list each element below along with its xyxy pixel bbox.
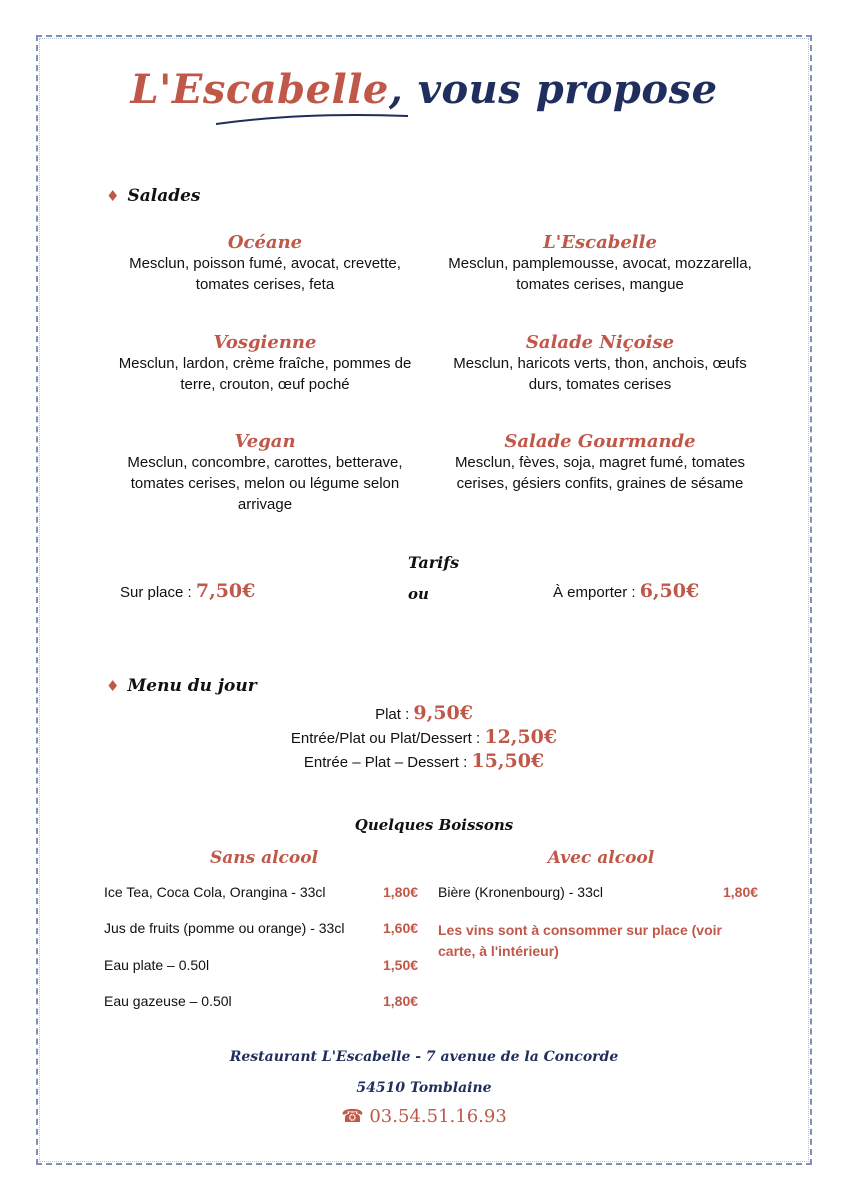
- drink-name: Jus de fruits (pomme ou orange) - 33cl: [104, 920, 345, 936]
- menu-line-label: Entrée – Plat – Dessert :: [303, 754, 472, 771]
- dish-desc-line: arrivage: [237, 496, 293, 513]
- tarif-emporter-price: 6,50€: [639, 580, 700, 602]
- dish-desc-line: durs, tomates cerises: [528, 376, 672, 393]
- dish-desc-line: Mesclun, concombre, carottes, betterave,: [127, 454, 403, 471]
- dish-name: Océane: [227, 232, 303, 253]
- dish-desc-line: Mesclun, fèves, soja, magret fumé, tomates: [454, 454, 746, 471]
- dish-description: [100, 253, 430, 295]
- dish-card: [100, 332, 430, 395]
- drink-price: 1,80€: [383, 993, 419, 1009]
- tarif-emporter-label: À emporter :: [553, 584, 640, 601]
- footer-address-line1: Restaurant L'Escabelle - 7 avenue de la Concorde: [229, 1049, 619, 1065]
- drink-price: 1,60€: [383, 920, 419, 936]
- menu-line-label: Plat :: [375, 706, 414, 723]
- drink-name: Eau plate – 0.50l: [104, 957, 210, 973]
- menu-line-price: 9,50€: [413, 702, 473, 724]
- footer-address-line2: 54510 Tomblaine: [356, 1080, 492, 1096]
- tarifs-or: ou: [408, 585, 429, 603]
- dish-name: Salade Niçoise: [525, 332, 675, 353]
- wine-note-line: Les vins sont à consommer sur place (voir: [438, 922, 722, 938]
- tarif-emporter: [553, 580, 699, 602]
- dish-name: L'Escabelle: [543, 232, 657, 253]
- menu-line: [0, 702, 848, 726]
- dish-desc-line: tomates cerises, melon ou légume selon: [130, 475, 400, 492]
- tarif-sur-place-label: Sur place :: [120, 584, 196, 601]
- sans-alcool-heading: Sans alcool: [209, 848, 319, 868]
- menu-line: [0, 750, 848, 774]
- dish-name: Vegan: [234, 431, 296, 452]
- dish-desc-line: tomates cerises, feta: [195, 276, 335, 293]
- menu-line-price: 15,50€: [471, 750, 545, 772]
- dish-card: [430, 431, 770, 494]
- menu-line: [0, 726, 848, 750]
- menu-du-jour-list: [0, 702, 848, 774]
- dish-card: [100, 431, 430, 515]
- boissons-heading: Quelques Boissons: [354, 816, 514, 834]
- footer-phone: [0, 1106, 848, 1127]
- dish-desc-line: tomates cerises, mangue: [516, 276, 684, 293]
- drink-name: Eau gazeuse – 0.50l: [104, 993, 232, 1009]
- wine-note: [438, 920, 722, 962]
- dish-desc-line: Mesclun, poisson fumé, avocat, crevette,: [129, 255, 401, 272]
- section-salades-label: Salades: [127, 186, 201, 206]
- dish-description: [430, 353, 770, 395]
- dish-description: [100, 353, 430, 395]
- brand-name: L'Escabelle: [130, 66, 389, 113]
- dish-description: [430, 452, 770, 494]
- dish-card: [100, 232, 430, 295]
- title-tagline: , vous propose: [388, 66, 718, 113]
- dish-card: [430, 332, 770, 395]
- dish-desc-line: terre, crouton, œuf poché: [180, 376, 350, 393]
- phone-icon: ☎: [341, 1106, 364, 1127]
- tarif-sur-place: [120, 580, 255, 602]
- dish-description: [100, 452, 430, 515]
- dish-description: [430, 253, 770, 295]
- tarifs-heading: Tarifs: [408, 553, 460, 572]
- dish-name: Vosgienne: [213, 332, 317, 353]
- section-salades-heading: [106, 186, 201, 206]
- dish-desc-line: Mesclun, haricots verts, thon, anchois, œufs: [453, 355, 747, 372]
- drink-name: Bière (Kronenbourg) - 33cl: [438, 884, 603, 900]
- diamond-icon: ♦: [106, 187, 120, 205]
- dish-desc-line: Mesclun, pamplemousse, avocat, mozzarella,: [448, 255, 752, 272]
- phone-number: 03.54.51.16.93: [369, 1106, 507, 1127]
- section-menu-heading: [106, 676, 257, 696]
- drink-price: 1,80€: [723, 884, 759, 900]
- drink-price: 1,80€: [383, 884, 419, 900]
- page-title: [0, 66, 848, 113]
- section-menu-label: Menu du jour: [127, 676, 257, 696]
- wine-note-line: carte, à l'intérieur): [438, 943, 559, 959]
- dish-name: Salade Gourmande: [504, 431, 696, 452]
- menu-line-price: 12,50€: [484, 726, 558, 748]
- tarif-sur-place-price: 7,50€: [195, 580, 256, 602]
- diamond-icon: ♦: [106, 677, 120, 695]
- title-underline-swoosh: [212, 110, 412, 130]
- menu-line-label: Entrée/Plat ou Plat/Dessert :: [290, 730, 485, 747]
- drink-name: Ice Tea, Coca Cola, Orangina - 33cl: [104, 884, 326, 900]
- dish-card: [430, 232, 770, 295]
- dish-desc-line: Mesclun, lardon, crème fraîche, pommes de: [118, 355, 412, 372]
- avec-alcool-heading: Avec alcool: [547, 848, 655, 868]
- dish-desc-line: cerises, gésiers confits, graines de sésame: [456, 475, 744, 492]
- drink-price: 1,50€: [383, 957, 419, 973]
